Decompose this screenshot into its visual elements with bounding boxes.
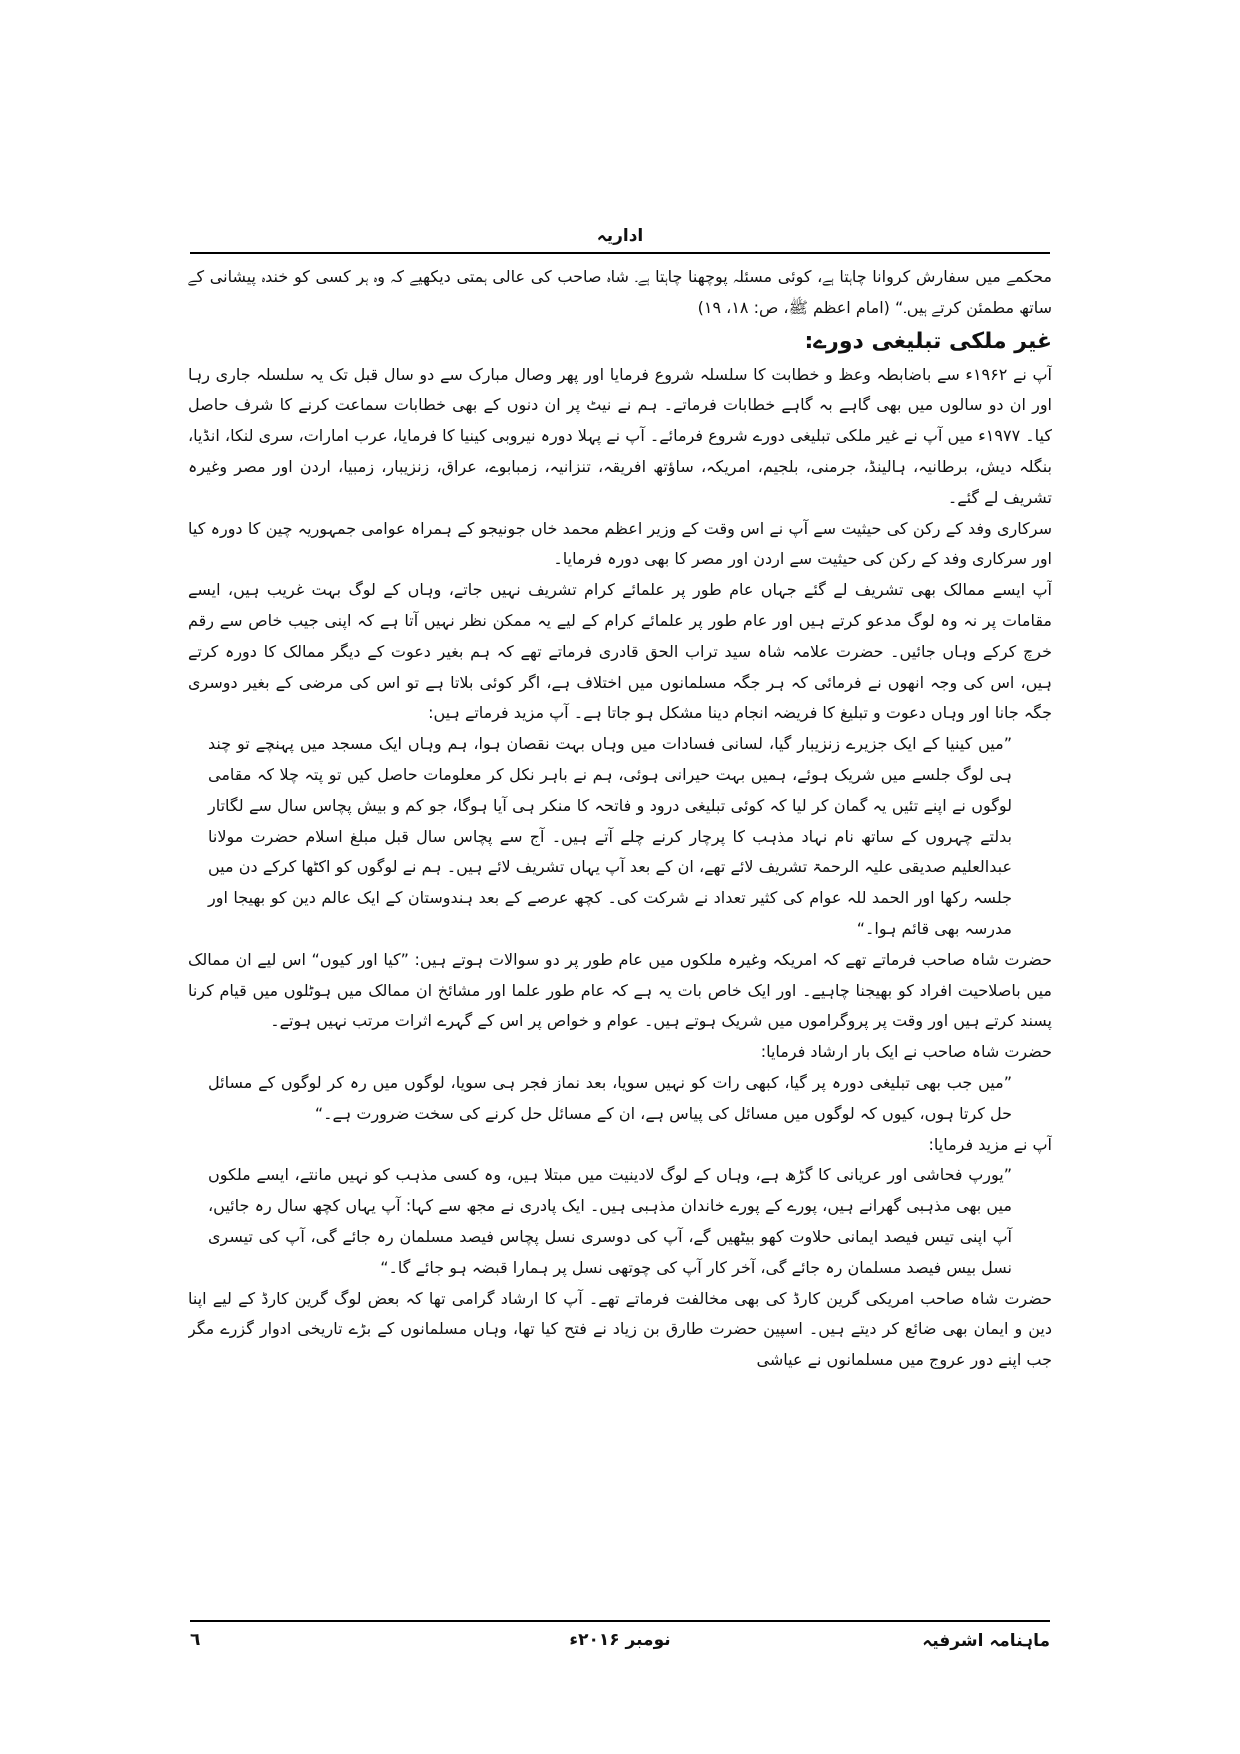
page-number: ٦ — [190, 1630, 201, 1650]
journal-name: ماہنامہ اشرفیہ — [922, 1631, 1050, 1651]
paragraph: حضرت شاہ صاحب نے ایک بار ارشاد فرمایا: — [760, 1042, 1052, 1062]
issue-date: نومبر ۲۰۱۶ء — [569, 1630, 671, 1650]
paragraph: حضرت شاہ صاحب امریکی گرین کارڈ کی بھی مخالفت فرماتے تھے۔ آپ کا ارشاد گرامی تھا کہ بعض لوگ گرین کارڈ کے لیے اپنا دین و ایمان بھی ضائع کر دیتے ہیں۔ اسپین حضرت طارق بن زیاد نے فتح کیا تھا، وہاں مسلمانوں کے بڑے تاریخی ادوار گزرے مگر جب اپنے دور عروج میں مسلمانوں نے عیاشی — [188, 1288, 1052, 1370]
section-heading: غیر ملکی تبلیغی دورے: — [804, 328, 1052, 354]
paragraph: آپ نے ۱۹۶۲ء سے باضابطہ وعظ و خطابت کا سلسلہ شروع فرمایا اور پھر وصال مبارک سے دو سال قبل تک یہ سلسلہ جاری رہا اور ان دو سالوں میں بھی گاہے بہ گاہے خطابات فرماتے۔ ہم نے نیٹ پر ان دنوں کے بھی خطابات سماعت کرنے کا شرف حاصل کیا۔ ۱۹۷۷ء میں آپ نے غیر ملکی تبلیغی دورے شروع فرمائے۔ آپ نے پہلا دورہ نیروبی کینیا کا فرمایا، عرب امارات، سری لنکا، انڈیا، بنگلہ دیش، برطانیہ، ہالینڈ، جرمنی، بلجیم، امریکہ، ساؤتھ افریقہ، تنزانیہ، زمبابوے، عراق، زنزیبار، زمبیا، اردن اور مصر وغیرہ تشریف لے گئے۔ — [188, 364, 1052, 507]
block-quote: ”میں جب بھی تبلیغی دورہ پر گیا، کبھی رات کو نہیں سویا، بعد نماز فجر ہی سویا، لوگوں میں رہ کر لوگوں کے مسائل حل کرتا ہوں، کیوں کہ لوگوں میں مسائل کی پیاس ہے، ان کے مسائل حل کرنے کی سخت ضرورت ہے۔“ — [208, 1072, 1012, 1123]
paragraph: آپ نے مزید فرمایا: — [928, 1134, 1052, 1154]
header-rule — [190, 252, 1050, 254]
footer-rule — [190, 1620, 1050, 1622]
page-header-title: اداریہ — [596, 226, 644, 246]
article-body — [188, 262, 1052, 1612]
paragraph: محکمے میں سفارش کروانا چاہتا ہے، کوئی مسئلہ پوچھنا چاہتا ہے۔ شاہ صاحب کی عالی ہمتی دیکھیے کہ وہ ہر کسی کو خندہ پیشانی کے ساتھ مطمئن کرتے ہیں۔“ (امام اعظم ﷺ، ص: ۱۸، ۱۹) — [188, 267, 1052, 317]
page-footer — [190, 1630, 1050, 1660]
block-quote: ”میں کینیا کے ایک جزیرے زنزیبار گیا، لسانی فسادات میں وہاں بہت نقصان ہوا، ہم وہاں ایک مسجد میں پہنچے تو چند ہی لوگ جلسے میں شریک ہوئے، ہمیں بہت حیرانی ہوئی، ہم نے باہر نکل کر معلومات حاصل کیں تو پتہ چلا کہ مقامی لوگوں نے اپنے تئیں یہ گمان کر لیا کہ کوئی تبلیغی درود و فاتحہ کا منکر ہی آیا ہوگا، جو کم و بیش پچاس سال سے لگاتار بدلتے چہروں کے ساتھ نام نہاد مذہب کا پرچار کرنے چلے آتے ہیں۔ آج سے پچاس سال قبل مبلغ اسلام حضرت مولانا عبدالعلیم صدیقی علیہ الرحمۃ تشریف لائے تھے، ان کے بعد آپ یہاں تشریف لائے ہیں۔ ہم نے لوگوں کو اکٹھا کرکے دن میں جلسہ رکھا اور الحمد للہ عوام کی کثیر تعداد نے شرکت کی۔ کچھ عرصے کے بعد ہندوستان کے ایک عالم دین کو بھیجا اور مدرسہ بھی قائم ہوا۔“ — [208, 734, 1012, 938]
block-quote: ”یورپ فحاشی اور عریانی کا گڑھ ہے، وہاں کے لوگ لادینیت میں مبتلا ہیں، وہ کسی مذہب کو نہیں مانتے، ایسے ملکوں میں بھی مذہبی گھرانے ہیں، پورے کے پورے خاندان مذہبی ہیں۔ ایک پادری نے مجھ سے کہا: آپ یہاں کچھ سال رہ جائیں، آپ اپنی تیس فیصد ایمانی حلاوت کھو بیٹھیں گے، آپ کی دوسری نسل پچاس فیصد مسلمان رہ جائے گی، آپ کی تیسری نسل بیس فیصد مسلمان رہ جائے گی، آخر کار آپ کی چوتھی نسل پر ہمارا قبضہ ہو جائے گا۔“ — [208, 1165, 1012, 1277]
paragraph: سرکاری وفد کے رکن کی حیثیت سے آپ نے اس وقت کے وزیر اعظم محمد خاں جونیجو کے ہمراہ عوامی جمہوریہ چین کا دورہ کیا اور سرکاری وفد کے رکن کی حیثیت سے اردن اور مصر کا بھی دورہ فرمایا۔ — [188, 518, 1052, 569]
paragraph: آپ ایسے ممالک بھی تشریف لے گئے جہاں عام طور پر علمائے کرام تشریف نہیں جاتے، وہاں کے لوگ بہت غریب ہیں، ایسے مقامات پر نہ وہ لوگ مدعو کرتے ہیں اور عام طور پر علمائے کرام کے لیے یہ ممکن نظر نہیں آتا ہے کہ اپنی جیب خاص سے رقم خرچ کرکے وہاں جائیں۔ حضرت علامہ شاہ سید تراب الحق قادری فرماتے تھے کہ ہم بغیر دعوت کے دیگر ممالک کا دورہ کرتے ہیں، اس کی وجہ انھوں نے فرمائی کہ ہر جگہ مسلمانوں میں اختلاف ہے، اگر کوئی بلاتا ہے تو اس کی مرضی کے بغیر دوسری جگہ جانا اور وہاں دعوت و تبلیغ کا فریضہ انجام دینا مشکل ہو جاتا ہے۔ آپ مزید فرماتے ہیں: — [188, 580, 1052, 723]
paragraph: حضرت شاہ صاحب فرماتے تھے کہ امریکہ وغیرہ ملکوں میں عام طور پر دو سوالات ہوتے ہیں: ”کیا اور کیوں“ اس لیے ان ممالک میں باصلاحیت افراد کو بھیجنا چاہیے۔ اور ایک خاص بات یہ ہے کہ عام طور علما اور مشائخ ان ممالک میں ہوٹلوں میں قیام کرنا پسند کرتے ہیں اور وقت پر پروگراموں میں شریک ہوتے ہیں۔ عوام و خواص پر اس کے گہرے اثرات مرتب نہیں ہوتے۔ — [188, 949, 1052, 1031]
